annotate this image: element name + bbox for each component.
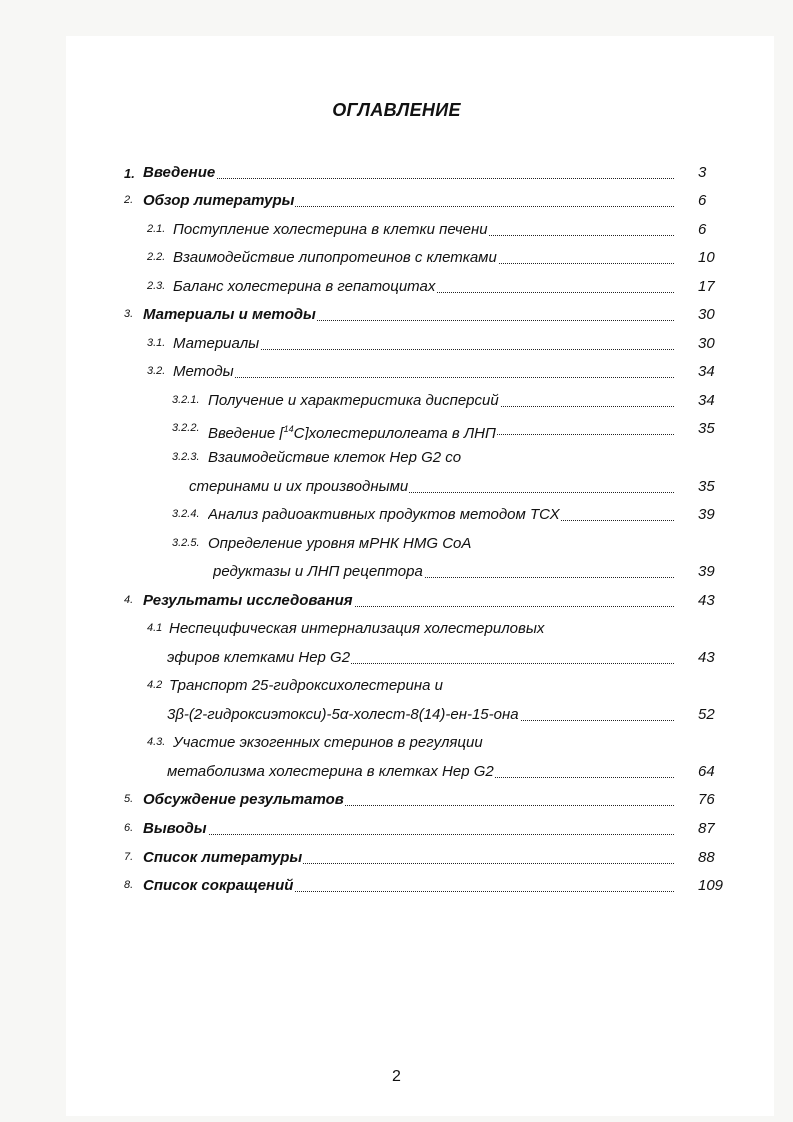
toc-label: Поступление холестерина в клетки печени xyxy=(173,221,488,238)
toc-entry-4-2[interactable] xyxy=(147,675,674,697)
toc-page-number: 34 xyxy=(698,363,715,380)
toc-page-number: 76 xyxy=(698,791,715,808)
toc-entry-2-3[interactable] xyxy=(147,276,674,298)
toc-page-number: 35 xyxy=(698,478,715,495)
toc-entry-2[interactable] xyxy=(124,190,674,212)
toc-entry-2-1[interactable] xyxy=(147,219,674,241)
toc-page-number: 17 xyxy=(698,278,715,295)
toc-entry-5[interactable] xyxy=(124,789,674,811)
toc-label: Взаимодействие липопротеинов с клетками xyxy=(173,249,497,266)
toc-label: Материалы и методы xyxy=(143,306,316,323)
toc-page-number: 109 xyxy=(698,877,724,894)
toc-label-continued: стеринами и их производными xyxy=(189,478,409,495)
toc-entry-7[interactable] xyxy=(124,847,674,869)
toc-label: Баланс холестерина в гепатоцитах xyxy=(173,278,436,295)
toc-label: Результаты исследования xyxy=(143,592,353,609)
toc-number: 3.1. xyxy=(147,337,166,349)
toc-page-number: 39 xyxy=(698,506,715,523)
toc-label: Транспорт 25-гидроксихолестерина и xyxy=(169,677,443,694)
toc-label: Обзор литературы xyxy=(143,192,295,209)
toc-page-number: 43 xyxy=(698,649,715,666)
toc-number: 3.2.2. xyxy=(172,422,200,434)
toc-page-number: 6 xyxy=(698,192,707,209)
toc-number: 8. xyxy=(124,879,134,891)
toc-number: 2.1. xyxy=(147,223,166,235)
toc-entry-3-2-3[interactable] xyxy=(172,447,674,469)
toc-entry-6[interactable] xyxy=(124,818,674,840)
toc-page-number: 35 xyxy=(698,420,715,437)
dot-leader xyxy=(143,178,674,179)
toc-entry-4-1-cont[interactable] xyxy=(167,647,674,669)
toc-entry-4[interactable] xyxy=(124,590,674,612)
toc-label: Введение xyxy=(143,164,216,181)
toc-number: 4. xyxy=(124,594,134,606)
isotope-superscript: 14 xyxy=(283,424,294,434)
toc-label-continued: редуктазы и ЛНП рецептора xyxy=(213,563,423,580)
toc-number: 7. xyxy=(124,851,134,863)
toc-entry-4-2-cont[interactable] xyxy=(167,704,674,726)
page-number: 2 xyxy=(392,1068,401,1085)
toc-number: 3.2.1. xyxy=(172,394,200,406)
toc-entry-3[interactable] xyxy=(124,304,674,326)
toc-label: Анализ радиоактивных продуктов методом ТСХ xyxy=(208,506,560,523)
toc-entry-3-2-3-cont[interactable] xyxy=(189,476,674,498)
toc-label: Неспецифическая интернализация холестериловых xyxy=(169,620,545,637)
toc-entry-4-1[interactable] xyxy=(147,618,674,640)
toc-entry-3-2-5[interactable] xyxy=(172,533,674,555)
toc-entry-3-2-5-cont[interactable] xyxy=(213,561,674,583)
toc-label: Выводы xyxy=(143,820,207,837)
toc-number: 1. xyxy=(124,166,135,181)
page-title: ОГЛАВЛЕНИЕ xyxy=(332,100,461,120)
toc-number: 2.3. xyxy=(147,280,166,292)
toc-page-number: 43 xyxy=(698,592,715,609)
toc-label: Список литературы xyxy=(143,849,303,866)
toc-label: Взаимодействие клеток Hep G2 со xyxy=(208,449,462,466)
toc-number: 3. xyxy=(124,308,134,320)
toc-entry-3-2-2[interactable] xyxy=(172,418,674,440)
toc-number: 3.2.5. xyxy=(172,537,200,549)
toc-number: 3.2.4. xyxy=(172,508,200,520)
dot-leader xyxy=(173,377,674,378)
toc-entry-3-2[interactable] xyxy=(147,361,674,383)
toc-label: Материалы xyxy=(173,335,260,352)
toc-page-number: 3 xyxy=(698,164,707,181)
toc-label: Методы xyxy=(173,363,234,380)
toc-page-number: 34 xyxy=(698,392,715,409)
toc-entry-4-3[interactable] xyxy=(147,732,674,754)
toc-page-number: 30 xyxy=(698,335,715,352)
toc-label-continued: метаболизма холестерина в клетках Hep G2 xyxy=(167,763,494,780)
toc-number: 4.2 xyxy=(147,679,163,691)
toc-page-number: 88 xyxy=(698,849,715,866)
toc-label: Список сокращений xyxy=(143,877,294,894)
toc-page-number: 30 xyxy=(698,306,715,323)
toc-number: 2. xyxy=(124,194,134,206)
toc-number: 2.2. xyxy=(147,251,166,263)
toc-number: 3.2.3. xyxy=(172,451,200,463)
toc-page-number: 52 xyxy=(698,706,715,723)
toc-number: 6. xyxy=(124,822,134,834)
toc-number: 4.3. xyxy=(147,736,166,748)
toc-label: Получение и характеристика дисперсий xyxy=(208,392,499,409)
toc-page-number: 6 xyxy=(698,221,707,238)
toc-number: 4.1 xyxy=(147,622,163,634)
toc-label-continued: 3β-(2-гидроксиэтокси)-5α-холест-8(14)-ен-15-она xyxy=(167,706,519,723)
toc-entry-3-1[interactable] xyxy=(147,333,674,355)
toc-label: Введение [$^{14}$C]холестерилолеата в ЛНП xyxy=(208,424,496,440)
toc-label-continued: эфиров клетками Hep G2 xyxy=(167,649,351,666)
toc-number: 5. xyxy=(124,793,134,805)
toc-entry-1[interactable] xyxy=(124,162,674,184)
toc-page-number: 87 xyxy=(698,820,715,837)
toc-entry-3-2-1[interactable] xyxy=(172,390,674,412)
toc-entry-2-2[interactable] xyxy=(147,247,674,269)
toc-label: Определение уровня мРНК HMG CoA xyxy=(208,535,472,552)
toc-page-number: 64 xyxy=(698,763,715,780)
toc-page-number: 10 xyxy=(698,249,715,266)
toc-number: 3.2. xyxy=(147,365,166,377)
toc-label: Обсуждение результатов xyxy=(143,791,344,808)
toc-label: Участие экзогенных стеринов в регуляции xyxy=(173,734,483,751)
toc-page-number: 39 xyxy=(698,563,715,580)
toc-entry-4-3-cont[interactable] xyxy=(167,761,674,783)
toc-entry-3-2-4[interactable] xyxy=(172,504,674,526)
toc-entry-8[interactable] xyxy=(124,875,674,897)
dot-leader xyxy=(143,834,674,835)
